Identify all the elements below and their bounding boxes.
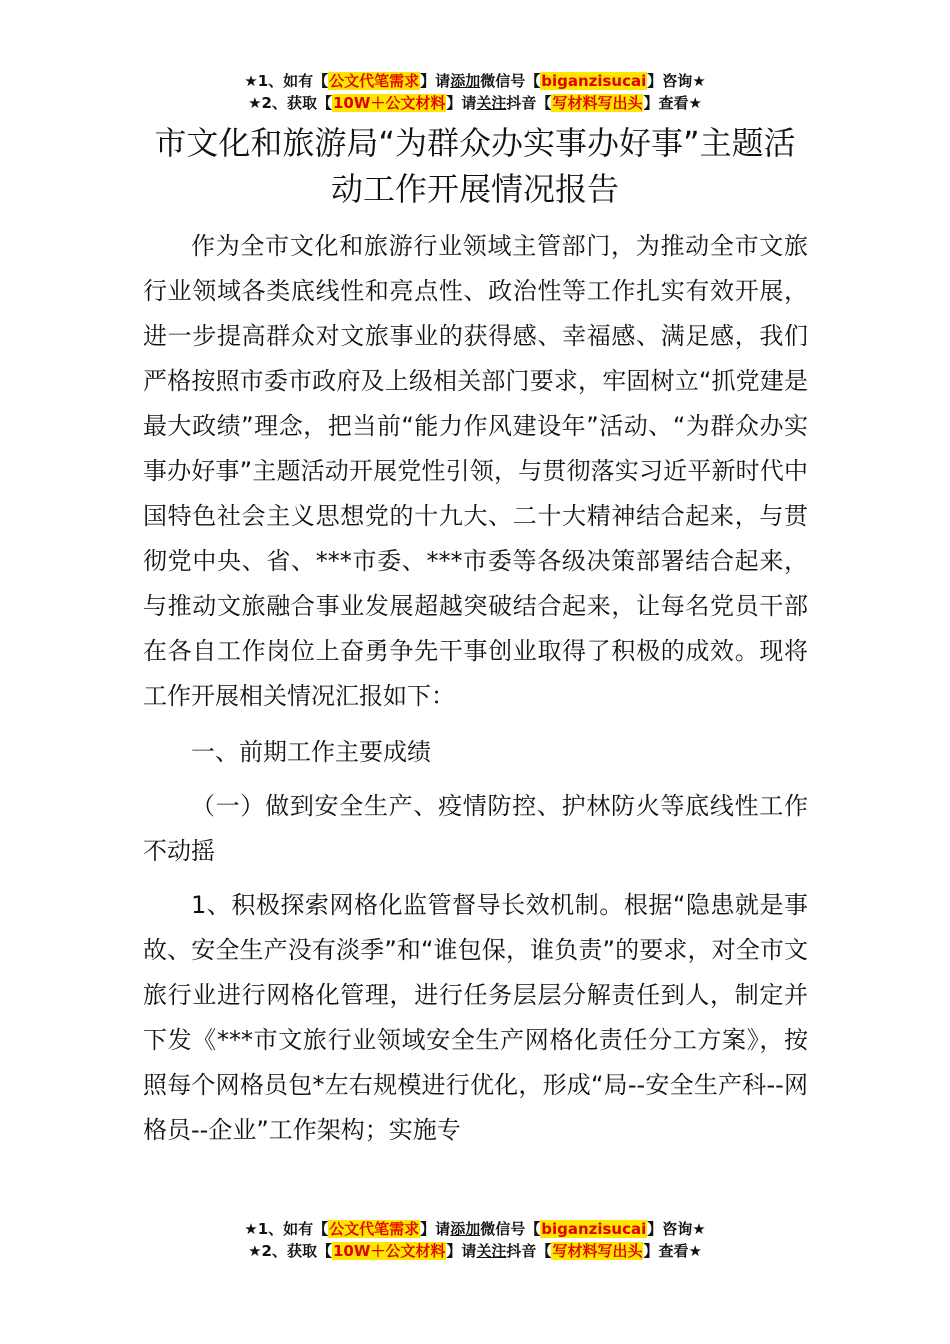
body-paragraph: 1、积极探索网格化监管督导长效机制。根据“隐患就是事故、安全生产没有淡季”和“谁包保，谁负责”的要求，对全市文旅行业进行网格化管理，进行任务层层分解责任到人，制定并下发《***市文旅行业领域安全生产网格化责任分工方案》，按照每个网格员包*左右规模进行优化，形成“局--安全生产科--网格员--企业”工作架构；实施专 [143, 891, 808, 1144]
ad-text: 】咨询★ [647, 72, 706, 90]
header-ad-banner [0, 70, 950, 114]
document-body [143, 224, 808, 1162]
ad-text: 】请 [446, 94, 477, 112]
ad-line-1 [0, 70, 950, 92]
ad-highlight: 公文代笔需求 [329, 1220, 420, 1238]
ad-text: 抖音【 [506, 94, 552, 112]
ad-underline: 添加 [450, 72, 481, 90]
ad-text: ★1、如有【 [244, 72, 329, 90]
ad-highlight: biganzisucai [541, 1220, 647, 1238]
ad-text: ★2、获取【 [248, 1242, 332, 1260]
ad-text: 】咨询★ [647, 1220, 706, 1238]
ad-text: 】请 [446, 1242, 477, 1260]
ad-text: 微信号【 [480, 1220, 541, 1238]
document-title: 市文化和旅游局“为群众办实事办好事”主题活动工作开展情况报告 [154, 124, 796, 208]
ad-text: 】查看★ [643, 94, 702, 112]
section-heading: 一、前期工作主要成绩 [191, 738, 431, 766]
ad-line-1 [0, 1218, 950, 1240]
ad-highlight: 10W＋公文材料 [332, 94, 446, 112]
ad-text: ★2、获取【 [248, 94, 332, 112]
intro-paragraph: 作为全市文化和旅游行业领域主管部门，为推动全市文旅行业领域各类底线性和亮点性、政治性等工作扎实有效开展，进一步提高群众对文旅事业的获得感、幸福感、满足感，我们严格按照市委市政府及上级相关部门要求，牢固树立“抓党建是最大政绩”理念，把当前“能力作风建设年”活动、“为群众办实事办好事”主题活动开展党性引领，与贯彻落实习近平新时代中国特色社会主义思想党的十九大、二十大精神结合起来，与贯彻党中央、省、***市委、***市委等各级决策部署结合起来，与推动文旅融合事业发展超越突破结合起来，让每名党员干部在各自工作岗位上奋勇争先干事创业取得了积极的成效。现将工作开展相关情况汇报如下： [143, 232, 808, 710]
ad-highlight: 写材料写出头 [552, 1242, 643, 1260]
ad-highlight: biganzisucai [541, 72, 647, 90]
ad-highlight: 公文代笔需求 [329, 72, 420, 90]
ad-underline: 关注 [476, 94, 507, 112]
ad-text: ★1、如有【 [244, 1220, 329, 1238]
ad-text: 微信号【 [480, 72, 541, 90]
ad-line-2 [0, 1240, 950, 1262]
ad-text: 抖音【 [506, 1242, 552, 1260]
ad-underline: 关注 [476, 1242, 507, 1260]
footer-ad-banner [0, 1218, 950, 1262]
ad-text: 】请 [420, 1220, 451, 1238]
ad-text: 】查看★ [643, 1242, 702, 1260]
ad-line-2 [0, 92, 950, 114]
ad-underline: 添加 [450, 1220, 481, 1238]
ad-highlight: 写材料写出头 [552, 94, 643, 112]
subsection-heading: （一）做到安全生产、疫情防控、护林防火等底线性工作不动摇 [143, 792, 808, 865]
ad-text: 】请 [420, 72, 451, 90]
ad-highlight: 10W＋公文材料 [332, 1242, 446, 1260]
